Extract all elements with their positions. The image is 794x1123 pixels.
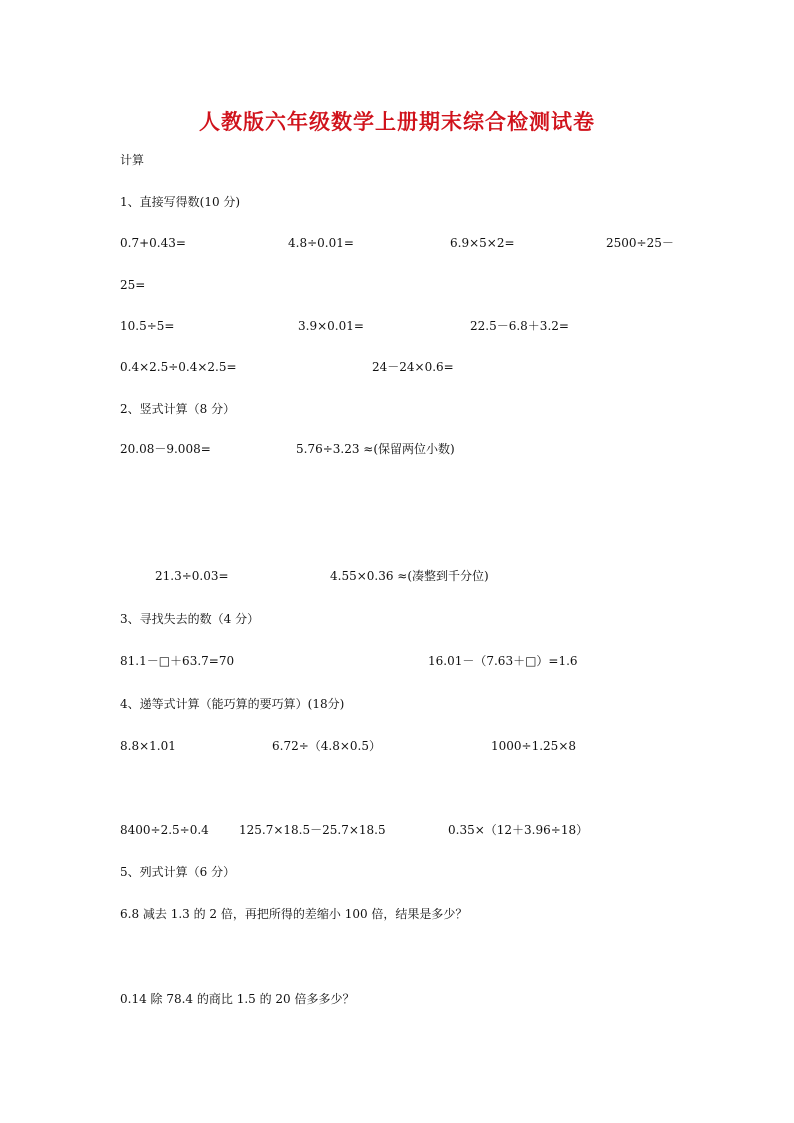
q3-item: 16.01－（7.63＋□）=1.6	[428, 654, 578, 668]
page-title: 人教版六年级数学上册期末综合检测试卷	[199, 109, 595, 134]
q1-item: 0.4×2.5÷0.4×2.5=	[120, 360, 237, 374]
q4-item: 8.8×1.01	[120, 739, 176, 753]
q1-item: 0.7+0.43=	[120, 236, 186, 250]
q2-item: 5.76÷3.23 ≈(保留两位小数)	[296, 442, 455, 456]
q1-item: 6.9×5×2=	[450, 236, 515, 250]
q5-item: 6.8 减去 1.3 的 2 倍，再把所得的差缩小 100 倍，结果是多少？	[120, 907, 468, 921]
q1-item: 3.9×0.01=	[298, 319, 364, 333]
q2-item: 21.3÷0.03=	[155, 569, 229, 583]
q2-item: 4.55×0.36 ≈(凑整到千分位)	[330, 569, 489, 583]
q3-heading: 3、寻找失去的数（4 分）	[120, 612, 260, 626]
q4-heading: 4、递等式计算（能巧算的要巧算）(18分)	[120, 697, 345, 711]
q4-item: 125.7×18.5－25.7×18.5	[239, 823, 386, 837]
q5-heading: 5、列式计算（6 分）	[120, 865, 236, 879]
q4-item: 0.35×（12＋3.96÷18）	[448, 823, 589, 837]
q1-heading: 1、直接写得数(10 分)	[120, 195, 241, 209]
q3-item: 81.1－□＋63.7=70	[120, 654, 235, 668]
q4-item: 1000÷1.25×8	[491, 739, 577, 753]
q5-item: 0.14 除 78.4 的商比 1.5 的 20 倍多多少？	[120, 992, 355, 1006]
q1-item: 4.8÷0.01=	[288, 236, 354, 250]
q1-item: 22.5－6.8＋3.2=	[470, 319, 569, 333]
q4-item: 6.72÷（4.8×0.5）	[272, 739, 381, 753]
q1-item: 24－24×0.6=	[372, 360, 454, 374]
section-heading: 计算	[120, 153, 145, 167]
q2-heading: 2、竖式计算（8 分）	[120, 402, 236, 416]
q2-item: 20.08－9.008=	[120, 442, 211, 456]
q1-item-continuation: 25=	[120, 278, 146, 292]
q1-item: 10.5÷5=	[120, 319, 175, 333]
q4-item: 8400÷2.5÷0.4	[120, 823, 209, 837]
q1-item: 2500÷25－	[606, 236, 674, 250]
